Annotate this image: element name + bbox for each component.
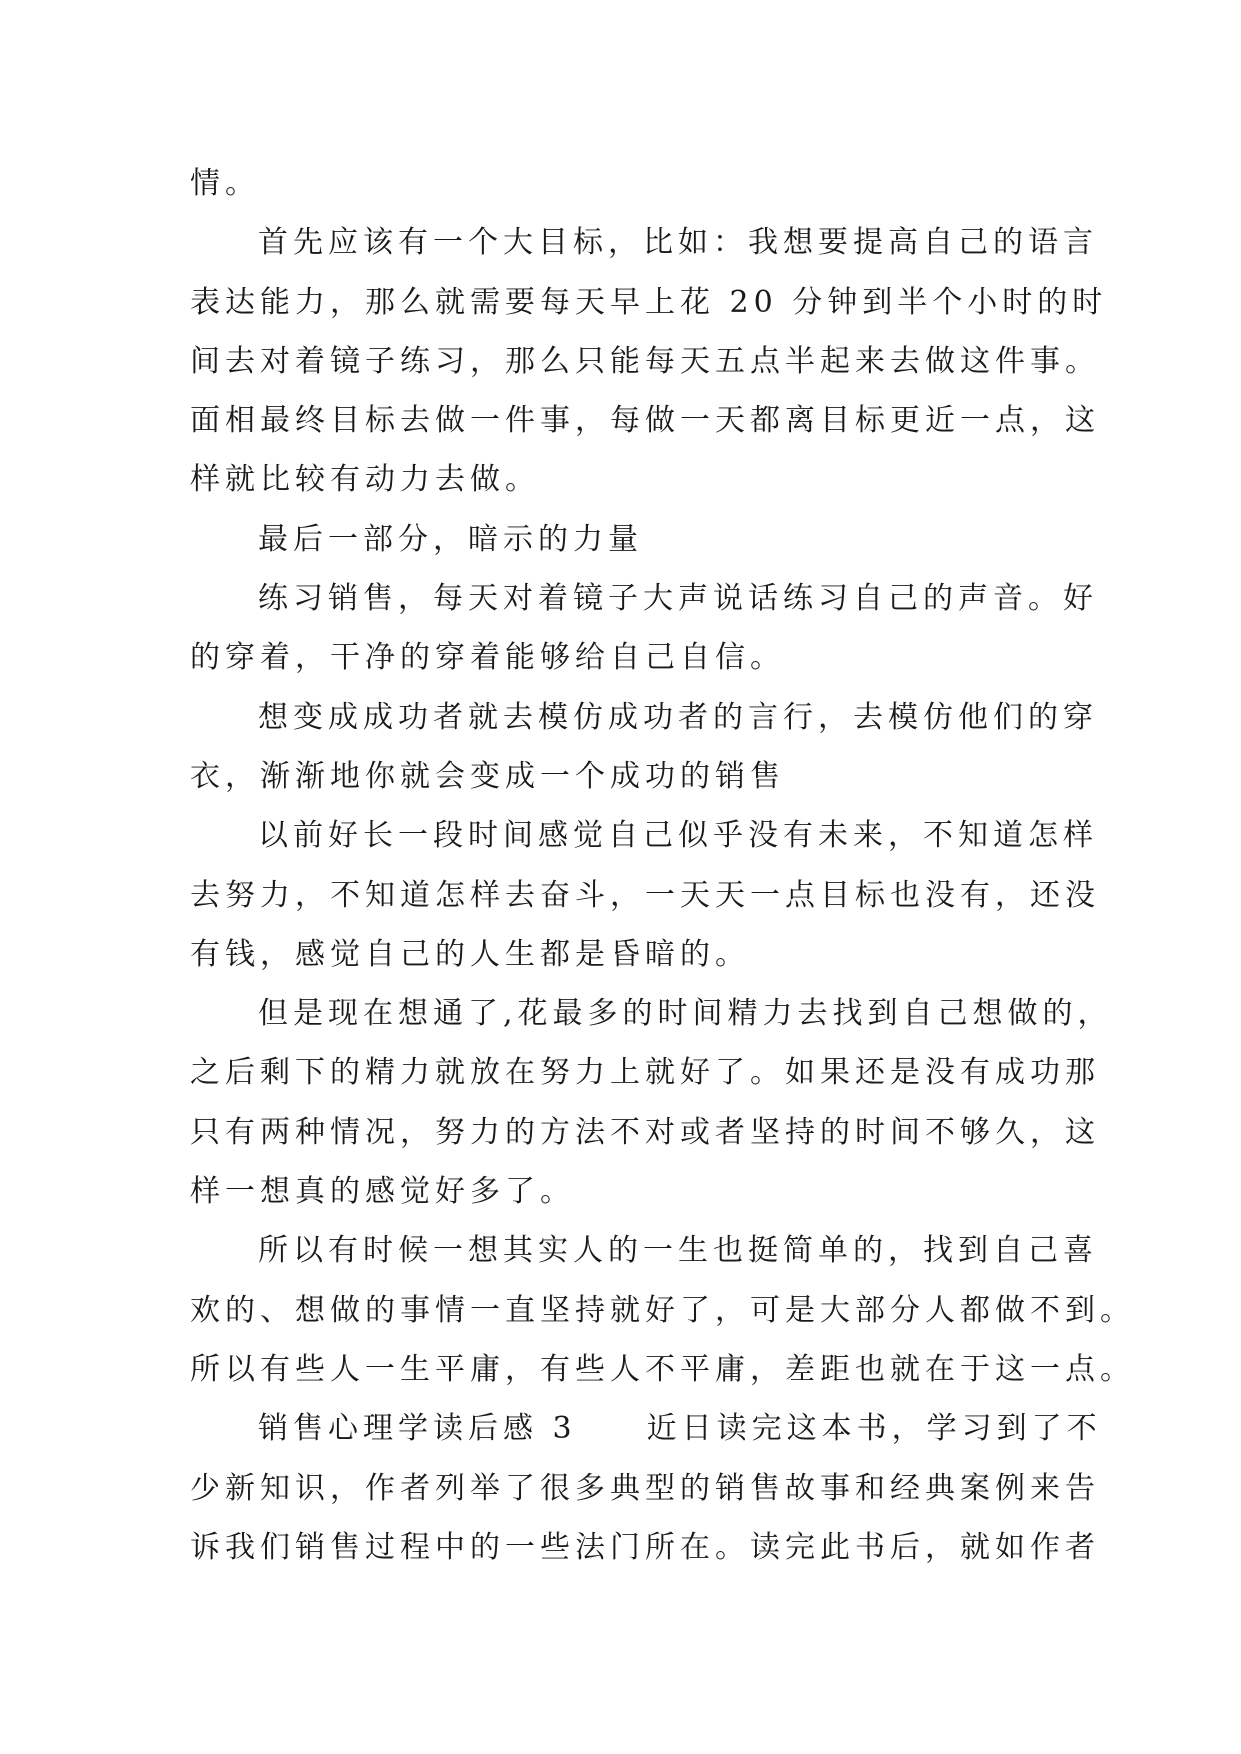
text-line: 样一想真的感觉好多了。 bbox=[190, 1174, 575, 1210]
text-line: 想变成成功者就去模仿成功者的言行，去模仿他们的穿 bbox=[258, 699, 1098, 735]
text-line: 之后剩下的精力就放在努力上就好了。如果还是没有成功那 bbox=[190, 1055, 1100, 1091]
text-line: 以前好长一段时间感觉自己似乎没有未来，不知道怎样 bbox=[258, 818, 1098, 854]
text-line: 所以有些人一生平庸，有些人不平庸，差距也就在于这一点。 bbox=[190, 1351, 1135, 1387]
text-line: 的穿着，干净的穿着能够给自己自信。 bbox=[190, 640, 785, 676]
text-line: 间去对着镜子练习，那么只能每天五点半起来去做这件事。 bbox=[190, 343, 1100, 379]
text-line: 但是现在想通了,花最多的时间精力去找到自己想做的， bbox=[258, 996, 1113, 1032]
text-line: 欢的、想做的事情一直坚持就好了，可是大部分人都做不到。 bbox=[190, 1292, 1135, 1328]
text-line: 面相最终目标去做一件事，每做一天都离目标更近一点，这 bbox=[190, 403, 1100, 439]
body-text bbox=[190, 154, 1135, 1577]
text-line: 诉我们销售过程中的一些法门所在。读完此书后，就如作者 bbox=[190, 1529, 1100, 1565]
text-line: 最后一部分，暗示的力量 bbox=[258, 521, 643, 557]
text-line: 情。 bbox=[190, 166, 260, 201]
text-line: 少新知识，作者列举了很多典型的销售故事和经典案例来告 bbox=[190, 1470, 1100, 1506]
text-line: 有钱，感觉自己的人生都是昏暗的。 bbox=[190, 936, 750, 972]
text-line: 只有两种情况，努力的方法不对或者坚持的时间不够久，这 bbox=[190, 1114, 1100, 1150]
text-line: 首先应该有一个大目标，比如：我想要提高自己的语言 bbox=[258, 225, 1098, 261]
text-line: 练习销售，每天对着镜子大声说话练习自己的声音。好 bbox=[258, 581, 1098, 617]
text-line: 去努力，不知道怎样去奋斗，一天天一点目标也没有，还没 bbox=[190, 877, 1100, 913]
text-line: 销售心理学读后感 3 近日读完这本书，学习到了不 bbox=[258, 1411, 1102, 1447]
text-line: 所以有时候一想其实人的一生也挺简单的，找到自己喜 bbox=[258, 1233, 1098, 1269]
text-line: 表达能力，那么就需要每天早上花 20 分钟到半个小时的时 bbox=[190, 284, 1108, 320]
text-line: 样就比较有动力去做。 bbox=[190, 462, 540, 498]
text-line: 衣，渐渐地你就会变成一个成功的销售 bbox=[190, 758, 785, 794]
